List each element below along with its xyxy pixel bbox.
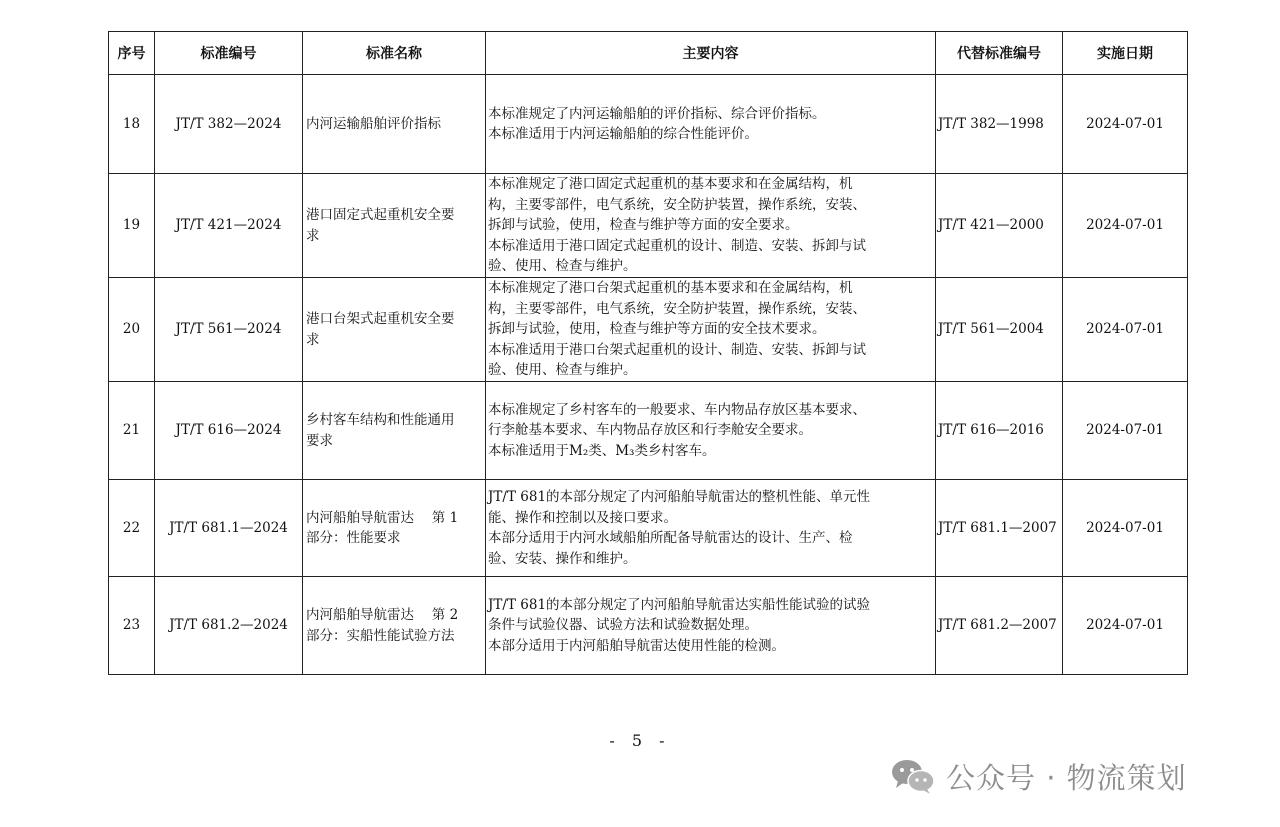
content-line: JT/T 681的本部分规定了内河船舶导航雷达实船性能试验的试验 [488,596,871,613]
content-line: 能、操作和控制以及接口要求。 [488,509,677,526]
name-line: 求 [306,227,320,244]
row-replaces: JT/T 382—1998 [936,75,1063,174]
row-replaces: JT/T 681.2—2007 [936,577,1063,675]
row-no: 18 [109,75,155,174]
content-line: 拆卸与试验，使用，检查与维护等方面的安全技术要求。 [488,321,826,338]
name-line: 港口固定式起重机安全要 [306,207,455,223]
table-row [109,382,1188,480]
row-no: 21 [109,382,155,480]
row-no: 20 [109,278,155,382]
content-line: 验、安装、操作和维护。 [488,550,637,567]
row-no: 22 [109,480,155,577]
table-row [109,480,1188,577]
name-line: 部分：性能要求 [306,530,401,546]
row-date: 2024-07-01 [1063,75,1188,174]
content-line: 构，主要零部件，电气系统，安全防护装置，操作系统，安装、 [488,196,866,213]
row-replaces: JT/T 421—2000 [936,174,1063,278]
row-no: 23 [109,577,155,675]
row-code: JT/T 681.2—2024 [155,577,303,675]
name-line: 求 [306,331,320,348]
row-code: JT/T 561—2024 [155,278,303,382]
row-code: JT/T 681.1—2024 [155,480,303,577]
content-line: 本标准规定了乡村客车的一般要求、车内物品存放区基本要求、 [488,401,866,418]
row-name [303,174,486,278]
row-content [486,577,936,675]
row-code: JT/T 382—2024 [155,75,303,174]
row-name [303,480,486,577]
row-name [303,577,486,675]
watermark-text: 公众号 · 物流策划 [946,760,1187,795]
row-date: 2024-07-01 [1063,480,1188,577]
header-replaces: 代替标准编号 [936,32,1063,75]
content-line: 条件与试验仪器、试验方法和试验数据处理。 [488,617,758,634]
row-date: 2024-07-01 [1063,382,1188,480]
name-line: 部分：实船性能试验方法 [306,627,455,644]
row-code: JT/T 616—2024 [155,382,303,480]
content-line: 本部分适用于内河水域船舶所配备导航雷达的设计、生产、检 [488,530,853,546]
content-line: 本标准适用于M₂类、M₃类乡村客车。 [488,442,716,459]
table-header-row [109,32,1188,75]
table-row [109,174,1188,278]
row-content [486,75,936,174]
row-content [486,174,936,278]
row-name [303,278,486,382]
row-code: JT/T 421—2024 [155,174,303,278]
content-line: 本标准适用于港口台架式起重机的设计、制造、安装、拆卸与试 [488,341,866,358]
content-line: 本部分适用于内河船舶导航雷达使用性能的检测。 [488,637,785,654]
table-row [109,577,1188,675]
content-line: 行李舱基本要求、车内物品存放区和行李舱安全要求。 [488,422,812,439]
row-replaces: JT/T 681.1—2007 [936,480,1063,577]
row-replaces: JT/T 561—2004 [936,278,1063,382]
row-date: 2024-07-01 [1063,577,1188,675]
content-line: 构，主要零部件，电气系统，安全防护装置，操作系统，安装、 [488,300,866,317]
content-line: 本标准规定了港口台架式起重机的基本要求和在金属结构，机 [488,280,853,297]
row-name [303,75,486,174]
row-date: 2024-07-01 [1063,174,1188,278]
content-line: JT/T 681的本部分规定了内河船舶导航雷达的整机性能、单元性 [488,489,871,505]
page-number: - 5 - [609,731,671,750]
name-line: 乡村客车结构和性能通用 [306,412,455,428]
row-content [486,480,936,577]
content-line: 验、使用、检查与维护。 [488,362,637,379]
name-line: 要求 [306,432,333,449]
content-line: 本标准适用于内河运输船舶的综合性能评价。 [488,126,758,142]
name-line: 内河船舶导航雷达 第 2 [306,607,459,623]
header-content: 主要内容 [486,32,936,75]
name-line: 港口台架式起重机安全要 [306,311,455,327]
content-line: 本标准规定了内河运输船舶的评价指标、综合评价指标。 [488,105,826,122]
row-name [303,382,486,480]
name-line: 内河运输船舶评价指标 [306,115,441,132]
table-row [109,75,1188,174]
row-replaces: JT/T 616—2016 [936,382,1063,480]
row-content [486,382,936,480]
name-line: 内河船舶导航雷达 第 1 [306,509,459,526]
watermark [890,752,1250,800]
content-line: 本标准适用于港口固定式起重机的设计、制造、安装、拆卸与试 [488,237,866,254]
content-line: 验、使用、检查与维护。 [488,258,637,275]
row-no: 19 [109,174,155,278]
table-row [109,278,1188,382]
content-line: 本标准规定了港口固定式起重机的基本要求和在金属结构，机 [488,176,853,193]
row-date: 2024-07-01 [1063,278,1188,382]
standards-table [108,31,1188,675]
header-code: 标准编号 [155,32,303,75]
header-date: 实施日期 [1063,32,1188,75]
header-no: 序号 [109,32,155,75]
header-name: 标准名称 [303,32,486,75]
content-line: 拆卸与试验，使用，检查与维护等方面的安全要求。 [488,217,799,234]
wechat-icon [890,757,936,795]
row-content [486,278,936,382]
